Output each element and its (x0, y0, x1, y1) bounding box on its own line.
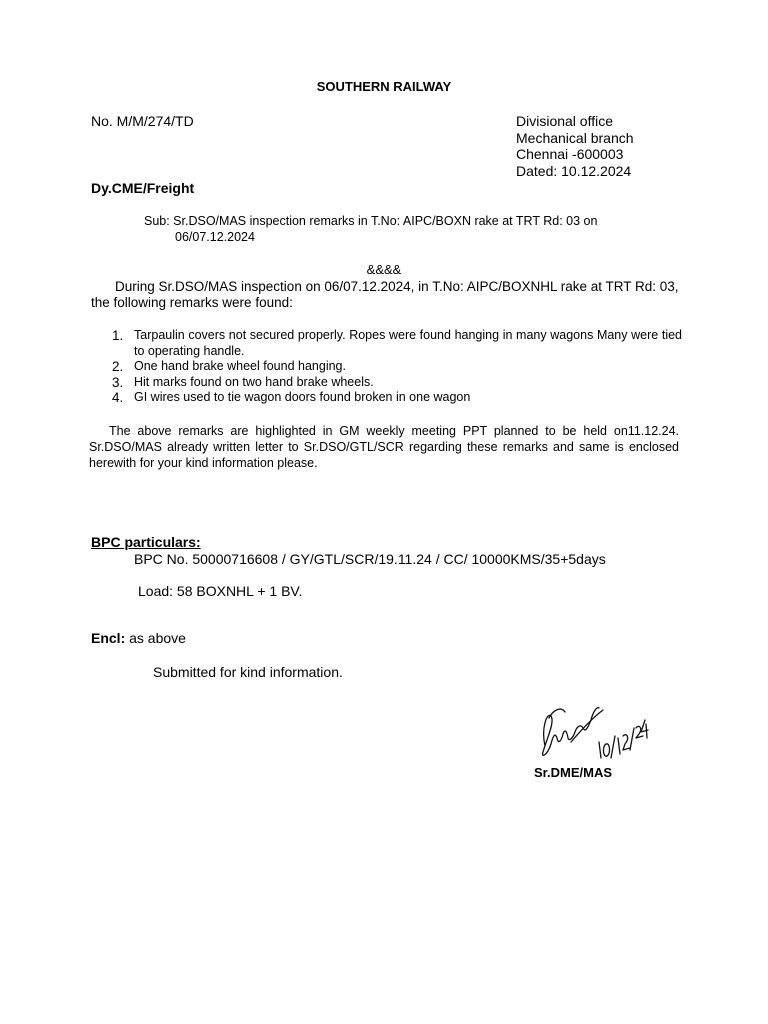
list-item (112, 359, 682, 375)
paragraph-text: The above remarks are highlighted in GM weekly meeting PPT planned to be held on11.12.24. Sr.DSO/MAS already written letter to Sr.DSO/GTL/SCR regarding these remarks and same is enclosed herewith for your kind information please. (89, 424, 679, 470)
list-number: 1. (112, 328, 124, 343)
bpc-load: Load: 58 BOXNHL + 1 BV. (138, 583, 303, 599)
intro-line: the following remarks were found: (91, 295, 293, 310)
list-text: Hit marks found on two hand brake wheels. (134, 374, 374, 389)
handwritten-signature (535, 698, 650, 768)
list-text: GI wires used to tie wagon doors found broken in one wagon (134, 390, 471, 404)
office-address (516, 113, 634, 179)
list-text: One hand brake wheel found hanging. (134, 359, 346, 373)
list-number: 2. (112, 359, 124, 374)
intro-paragraph (91, 279, 681, 311)
separator: &&&& (366, 262, 402, 277)
subject-line: Sub: Sr.DSO/MAS inspection remarks in T.No: AIPC/BOXN rake at TRT Rd: 03 on (144, 214, 598, 228)
subject-line-continued: 06/07.12.2024 (175, 230, 255, 244)
organization-heading: SOUTHERN RAILWAY (316, 79, 452, 94)
office-line: Chennai -600003 (516, 146, 624, 162)
signatory-title: Sr.DME/MAS (534, 765, 613, 780)
addressee: Dy.CME/Freight (91, 180, 195, 196)
remarks-list (112, 328, 682, 406)
reference-number: No. M/M/274/TD (91, 113, 194, 129)
closing-line: Submitted for kind information. (153, 664, 343, 680)
intro-line: During Sr.DSO/MAS inspection on 06/07.12.2024, in T.No: AIPC/BOXNHL rake at TRT Rd: 03, (115, 279, 679, 294)
list-number: 3. (112, 374, 124, 390)
list-item (112, 390, 682, 406)
bpc-number: BPC No. 50000716608 / GY/GTL/SCR/19.11.24 / CC/ 10000KMS/35+5days (134, 551, 606, 567)
list-item (112, 328, 682, 359)
highlight-paragraph (89, 423, 679, 471)
bpc-heading: BPC particulars: (91, 534, 201, 550)
list-item (112, 375, 682, 391)
list-text: Tarpaulin covers not secured properly. Ropes were found hanging in many wagons Many were tied to operating handle. (134, 328, 682, 358)
office-line: Mechanical branch (516, 129, 634, 146)
list-number: 4. (112, 390, 124, 405)
subject (144, 213, 644, 245)
office-line: Divisional office (516, 113, 614, 129)
enclosure (91, 630, 186, 646)
enclosure-label: Encl: (91, 630, 126, 646)
date-line: Dated: 10.12.2024 (516, 162, 632, 179)
enclosure-value: as above (125, 630, 186, 646)
